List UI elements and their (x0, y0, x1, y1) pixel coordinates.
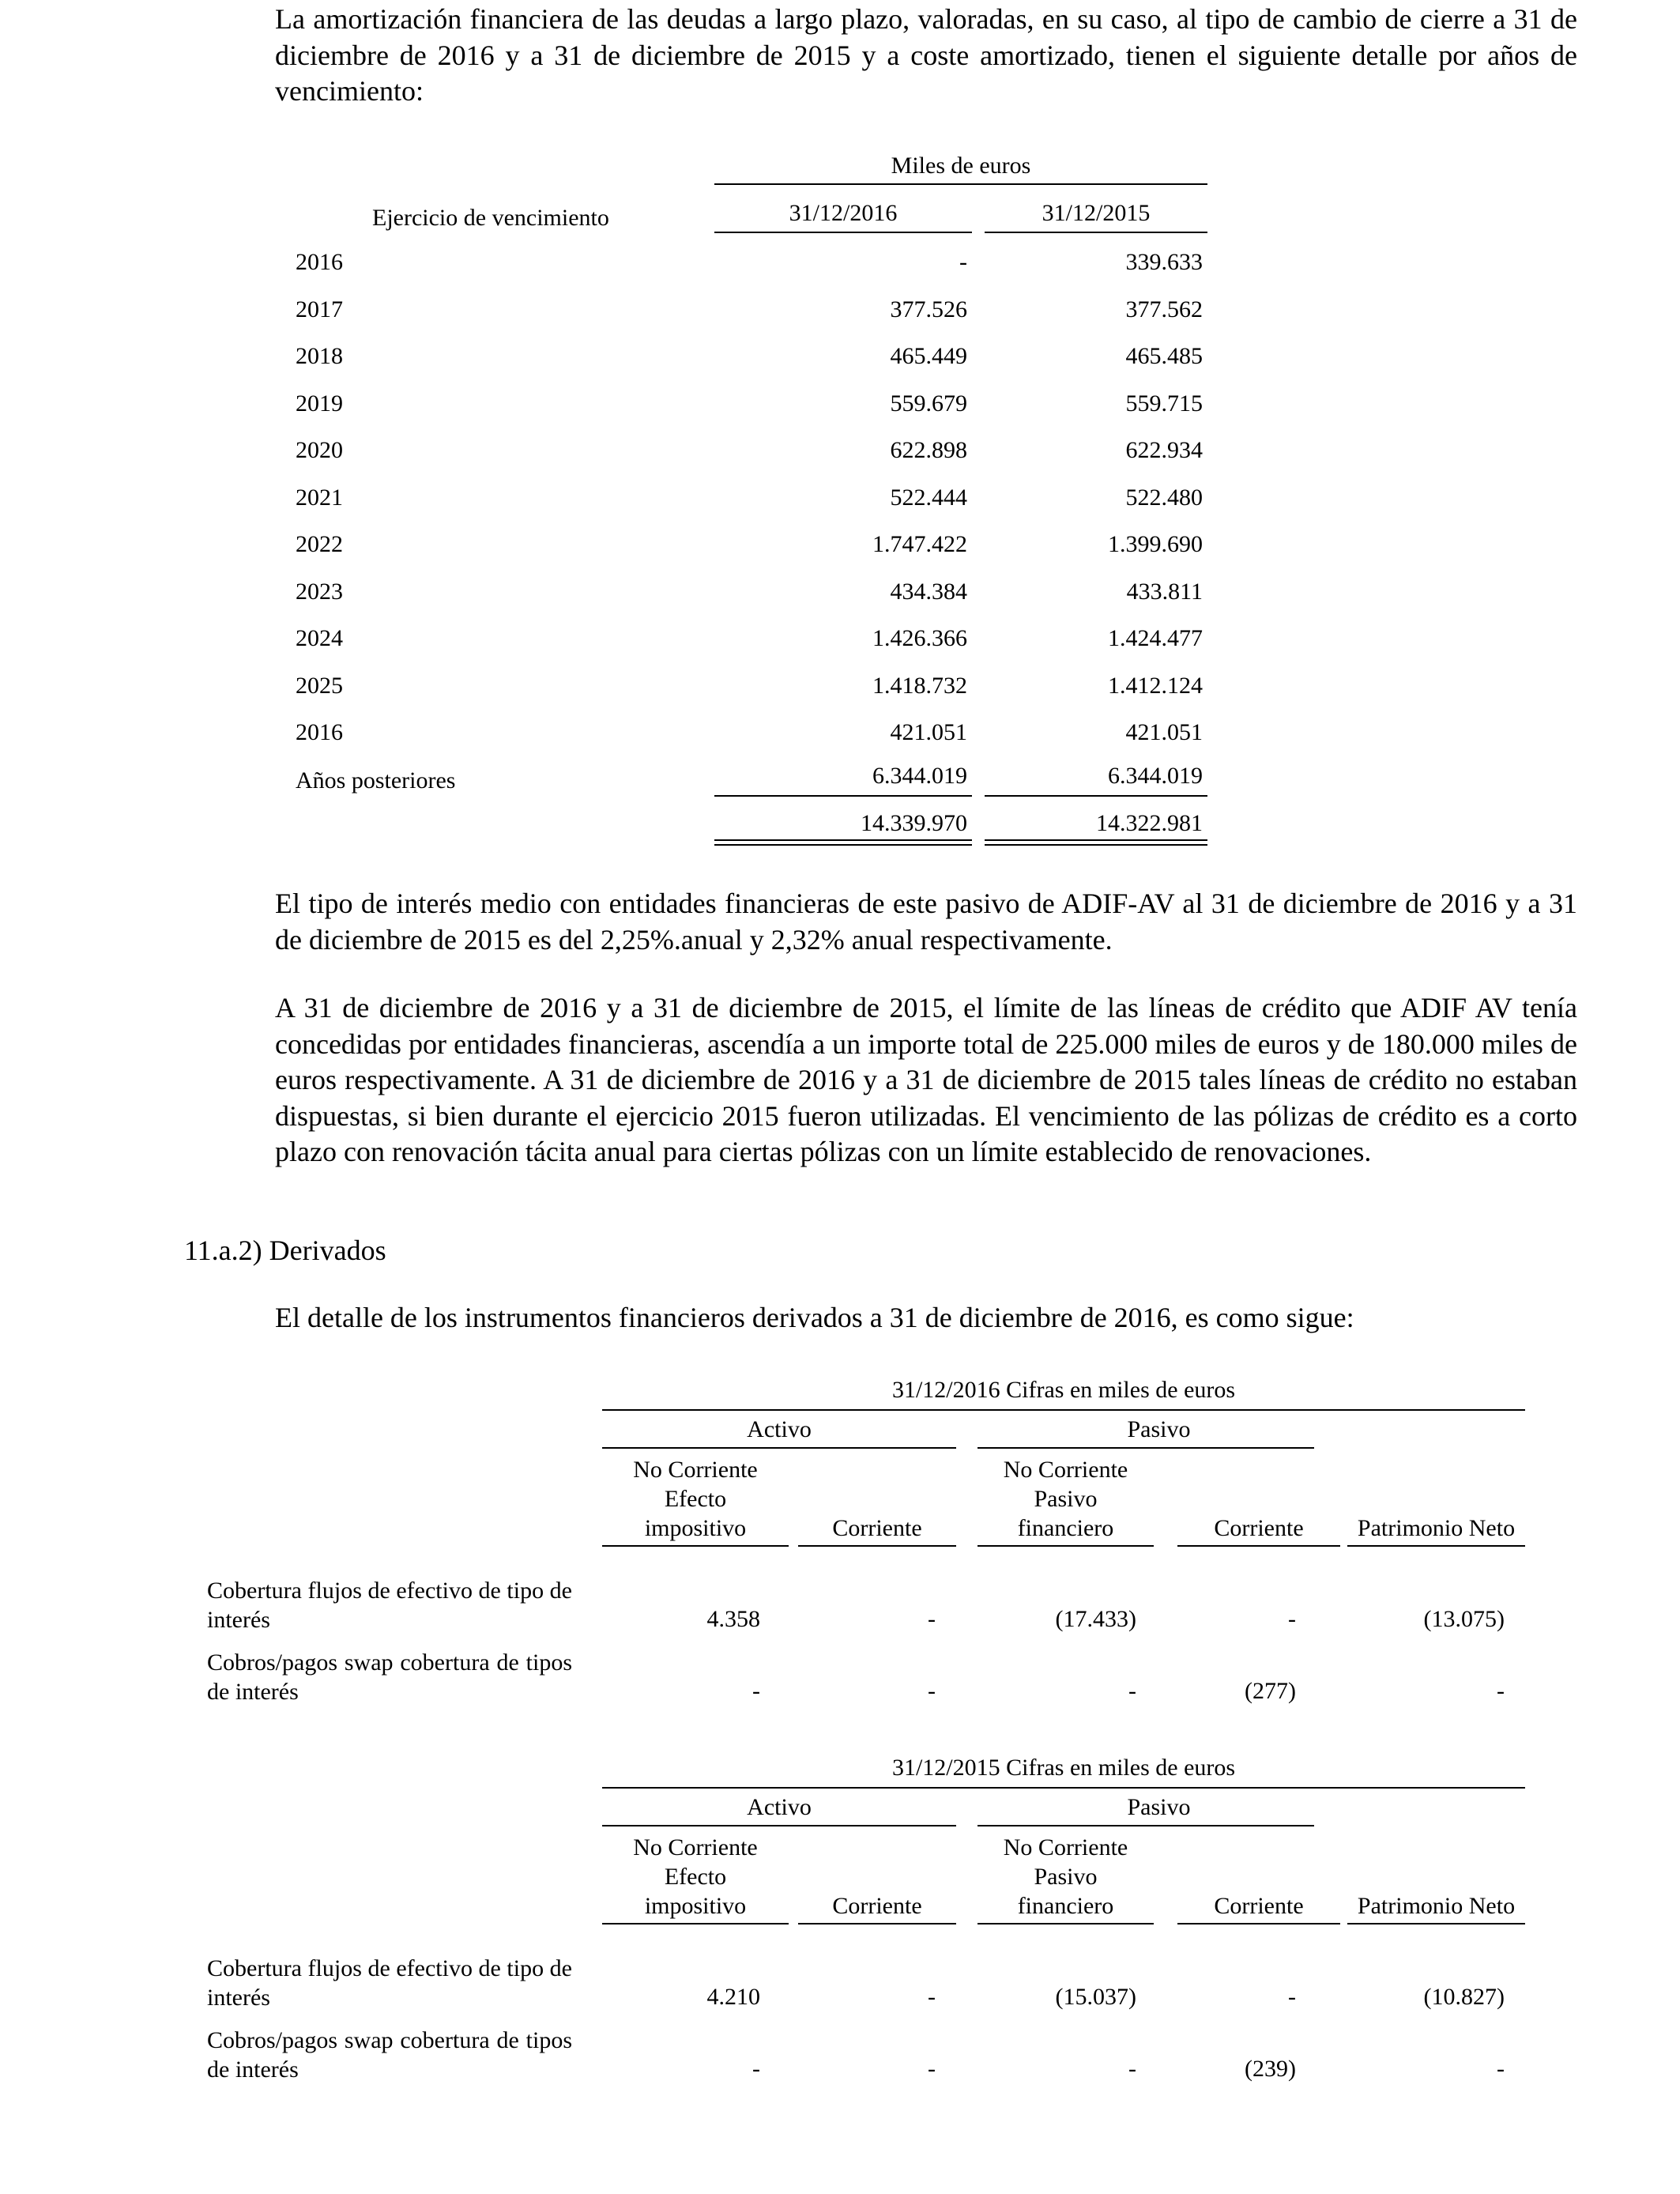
divider (714, 232, 972, 233)
column-header-line: Patrimonio Neto (1357, 1893, 1516, 1919)
group-activo: Activo (747, 1416, 812, 1442)
derivatives-table-title: 31/12/2016 Cifras en miles de euros (891, 1377, 1236, 1403)
interest-paragraph: El tipo de interés medio con entidades financieras de este pasivo de ADIF-AV al 31 de diciembre de 2016 y a 31 de diciembre de 2015 es del 2,25%.anual y 2,32% anual respectivamente. (275, 888, 1577, 956)
derivatives-value: - (752, 1678, 760, 1704)
divider (985, 232, 1207, 233)
column-header-line: Pasivo (1034, 1486, 1098, 1512)
credit-lines-paragraph: A 31 de diciembre de 2016 y a 31 de diciembre de 2015, el límite de las líneas de crédito que ADIF AV tenía concedidas por entidades financieras, ascendía a un importe total de 225.000 miles de euros y de 180.000 miles de euros respectivamente. A 31 de diciembre de 2016 y a 31 de diciembre de 2015 tales líneas de crédito no estaban dispuestas, si bien durante el ejercicio 2015 fueron utilizadas. El vencimiento de las pólizas de crédito es a corto plazo con renovación tácita anual para ciertas pólizas con un límite establecido de renovaciones. (275, 992, 1577, 1167)
column-header (1347, 1891, 1525, 1921)
column-header-line: financiero (1017, 1893, 1114, 1919)
derivatives-table-title: 31/12/2015 Cifras en miles de euros (891, 1755, 1236, 1781)
column-header-line: No Corriente (1003, 1834, 1128, 1860)
derivatives-value: - (1497, 2056, 1505, 2082)
value-2015: 6.344.019 (1108, 763, 1203, 789)
divider (714, 183, 1207, 185)
column-divider (798, 1545, 956, 1547)
unit-header: Miles de euros (891, 153, 1031, 179)
value-2015: 1.424.477 (1108, 625, 1203, 651)
column-header-line: Corriente (1214, 1893, 1304, 1919)
subtotal-divider (714, 795, 972, 797)
column-header-line: Efecto (664, 1864, 727, 1890)
subtotal-divider (985, 795, 1207, 797)
derivatives-value: 4.358 (706, 1606, 760, 1632)
value-2016: 1.747.422 (872, 531, 967, 557)
column-header-line: No Corriente (633, 1457, 758, 1483)
total-double-rule (985, 839, 1207, 846)
value-2016: 6.344.019 (872, 763, 967, 789)
derivatives-value: - (1288, 1606, 1296, 1632)
column-header-line: Corriente (832, 1515, 922, 1541)
value-2015: 465.485 (1125, 343, 1203, 369)
derivatives-value: - (1288, 1984, 1296, 2010)
column-header-line: Efecto (664, 1486, 727, 1512)
row-header: Ejercicio de vencimiento (372, 205, 609, 231)
group-activo: Activo (747, 1794, 812, 1820)
derivatives-value: 4.210 (706, 1984, 760, 2010)
column-divider (977, 1545, 1154, 1547)
row-label: 2022 (296, 531, 343, 557)
derivatives-row-label: Cobros/pagos swap cobertura de tipos de interés (207, 2027, 572, 2083)
row-label: 2018 (296, 343, 343, 369)
value-2016: 522.444 (890, 484, 967, 511)
column-header (977, 1833, 1154, 1921)
total-double-rule (714, 839, 972, 846)
row-label: 2016 (296, 249, 343, 275)
derivatives-value: - (928, 1678, 936, 1704)
column-divider (1347, 1923, 1525, 1924)
column-divider (798, 1923, 956, 1924)
derivatives-value: - (928, 1606, 936, 1632)
section-heading: 11.a.2) Derivados (184, 1235, 386, 1266)
value-2016: 559.679 (890, 390, 967, 417)
derivatives-value: (17.433) (1055, 1606, 1136, 1632)
column-header (977, 1455, 1154, 1543)
column-divider (1177, 1545, 1340, 1547)
column-divider (602, 1923, 789, 1924)
derivatives-value: (10.827) (1423, 1984, 1505, 2010)
column-header-line: Patrimonio Neto (1357, 1515, 1516, 1541)
derivatives-value: - (752, 2056, 760, 2082)
derivatives-value: - (1497, 1678, 1505, 1704)
column-header-line: No Corriente (1003, 1457, 1128, 1483)
column-header-line: No Corriente (633, 1834, 758, 1860)
total-2015: 14.322.981 (1096, 810, 1203, 836)
column-header-2016: 31/12/2016 (789, 200, 898, 226)
value-2016: - (959, 249, 967, 275)
column-header-line: financiero (1017, 1515, 1114, 1541)
value-2016: 1.418.732 (872, 673, 967, 699)
derivatives-row-label: Cobros/pagos swap cobertura de tipos de interés (207, 1649, 572, 1705)
value-2016: 465.449 (890, 343, 967, 369)
divider (977, 1825, 1314, 1826)
row-label: 2017 (296, 296, 343, 322)
column-divider (977, 1923, 1154, 1924)
divider (602, 1825, 956, 1826)
divider (602, 1787, 1525, 1789)
column-header (798, 1514, 956, 1543)
value-2016: 377.526 (890, 296, 967, 322)
derivatives-value: (15.037) (1055, 1984, 1136, 2010)
group-pasivo: Pasivo (1127, 1794, 1191, 1820)
row-label: 2020 (296, 437, 343, 463)
divider (977, 1447, 1314, 1449)
row-label: Años posteriores (296, 767, 456, 794)
derivatives-value: (13.075) (1423, 1606, 1505, 1632)
value-2015: 433.811 (1126, 579, 1203, 605)
derivatives-value: (277) (1245, 1678, 1296, 1704)
value-2015: 622.934 (1125, 437, 1203, 463)
value-2015: 522.480 (1125, 484, 1203, 511)
value-2016: 421.051 (890, 719, 967, 745)
intro-paragraph: La amortización financiera de las deudas a largo plazo, valoradas, en su caso, al tipo de cambio de cierre a 31 de diciembre de 2016 y a 31 de diciembre de 2015 y a coste amortizado, tienen el siguiente detalle por años de vencimiento: (275, 3, 1577, 107)
row-label: 2025 (296, 673, 343, 699)
derivatives-row-label: Cobertura flujos de efectivo de tipo de interés (207, 1955, 572, 2011)
value-2016: 1.426.366 (872, 625, 967, 651)
column-header-line: Corriente (832, 1893, 922, 1919)
column-divider (602, 1545, 789, 1547)
value-2016: 622.898 (890, 437, 967, 463)
derivatives-value: - (1128, 2056, 1136, 2082)
column-header (1177, 1891, 1340, 1921)
derivatives-value: - (928, 1984, 936, 2010)
value-2015: 559.715 (1125, 390, 1203, 417)
derivatives-intro-paragraph: El detalle de los instrumentos financieros derivados a 31 de diciembre de 2016, es como sigue: (275, 1302, 1354, 1333)
value-2015: 421.051 (1125, 719, 1203, 745)
row-label: 2021 (296, 484, 343, 511)
column-divider (1177, 1923, 1340, 1924)
column-header-line: Corriente (1214, 1515, 1304, 1541)
row-label: 2016 (296, 719, 343, 745)
value-2015: 377.562 (1125, 296, 1203, 322)
column-divider (1347, 1545, 1525, 1547)
column-header (602, 1833, 789, 1921)
value-2015: 1.412.124 (1108, 673, 1203, 699)
column-header-line: impositivo (644, 1515, 747, 1541)
divider (602, 1447, 956, 1449)
derivatives-row-label: Cobertura flujos de efectivo de tipo de interés (207, 1578, 572, 1633)
derivatives-value: - (1128, 1678, 1136, 1704)
derivatives-value: (239) (1245, 2056, 1296, 2082)
column-header (1347, 1514, 1525, 1543)
value-2015: 1.399.690 (1108, 531, 1203, 557)
column-header (798, 1891, 956, 1921)
row-label: 2023 (296, 579, 343, 605)
column-header-line: impositivo (644, 1893, 747, 1919)
column-header (602, 1455, 789, 1543)
column-header-2015: 31/12/2015 (1042, 200, 1151, 226)
column-header-line: Pasivo (1034, 1864, 1098, 1890)
derivatives-value: - (928, 2056, 936, 2082)
group-pasivo: Pasivo (1127, 1416, 1191, 1442)
total-2016: 14.339.970 (861, 810, 967, 836)
row-label: 2019 (296, 390, 343, 417)
column-header (1177, 1514, 1340, 1543)
value-2015: 339.633 (1125, 249, 1203, 275)
value-2016: 434.384 (890, 579, 967, 605)
divider (602, 1409, 1525, 1411)
row-label: 2024 (296, 625, 343, 651)
